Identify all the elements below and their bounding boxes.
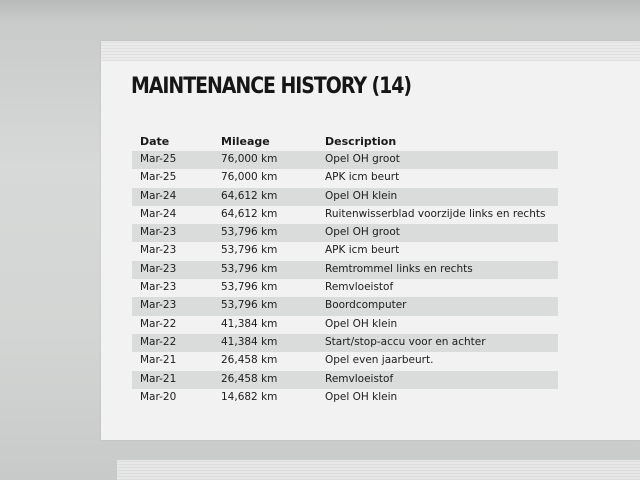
cell-mileage: 53,796 km <box>221 262 278 275</box>
cell-description: Opel even jaarbeurt. <box>325 354 434 367</box>
cell-description: Opel OH groot <box>325 226 400 239</box>
table-row <box>132 352 558 370</box>
table-row <box>132 371 558 389</box>
table-row <box>132 316 558 334</box>
table-row <box>132 151 558 169</box>
cell-date: Mar-21 <box>140 354 177 367</box>
cell-description: Opel OH groot <box>325 153 400 165</box>
cell-mileage: 14,682 km <box>221 390 278 403</box>
table-row <box>132 279 558 297</box>
cell-description: Opel OH klein <box>325 189 398 202</box>
cell-date: Mar-23 <box>140 262 177 275</box>
cell-date: Mar-23 <box>140 226 177 239</box>
cell-date: Mar-24 <box>140 207 177 220</box>
table-row <box>132 188 558 206</box>
cell-mileage: 41,384 km <box>221 317 278 330</box>
cell-date: Mar-20 <box>140 390 177 403</box>
table-row <box>132 389 558 407</box>
cell-date: Mar-23 <box>140 299 177 312</box>
maintenance-table-body <box>132 151 558 407</box>
column-header-date: Date <box>140 135 170 148</box>
cell-description: Remvloeistof <box>325 281 394 294</box>
card-top-strip <box>101 41 640 61</box>
cell-mileage: 76,000 km <box>221 153 278 165</box>
cell-date: Mar-25 <box>140 171 177 184</box>
table-row <box>132 206 558 224</box>
cell-mileage: 26,458 km <box>221 372 278 385</box>
cell-mileage: 53,796 km <box>221 226 278 239</box>
cell-mileage: 64,612 km <box>221 189 278 202</box>
cell-description: Remtrommel links en rechts <box>325 262 473 275</box>
table-row <box>132 261 558 279</box>
column-header-description: Description <box>325 135 397 148</box>
cell-description: Boordcomputer <box>325 299 407 312</box>
cell-mileage: 26,458 km <box>221 354 278 367</box>
cell-mileage: 41,384 km <box>221 335 278 348</box>
monitor-top-edge <box>0 0 640 22</box>
table-row <box>132 242 558 260</box>
cell-mileage: 64,612 km <box>221 207 278 220</box>
cell-mileage: 53,796 km <box>221 244 278 257</box>
cell-description: Opel OH klein <box>325 317 398 330</box>
cell-mileage: 53,796 km <box>221 281 278 294</box>
table-row <box>132 334 558 352</box>
cell-mileage: 53,796 km <box>221 299 278 312</box>
table-row <box>132 224 558 242</box>
cell-description: Opel OH klein <box>325 390 398 403</box>
cell-description: APK icm beurt <box>325 171 400 184</box>
table-row <box>132 297 558 315</box>
cell-date: Mar-25 <box>140 153 177 165</box>
column-header-mileage: Mileage <box>221 135 270 148</box>
cell-date: Mar-21 <box>140 372 177 385</box>
page-title: MAINTENANCE HISTORY (14) <box>131 74 412 99</box>
cell-description: Start/stop-accu voor en achter <box>325 335 486 348</box>
cell-date: Mar-23 <box>140 244 177 257</box>
next-card-edge <box>117 460 640 480</box>
cell-date: Mar-24 <box>140 189 177 202</box>
cell-description: Remvloeistof <box>325 372 394 385</box>
maintenance-history-card <box>101 41 640 440</box>
table-row <box>132 169 558 187</box>
cell-mileage: 76,000 km <box>221 171 278 184</box>
cell-date: Mar-22 <box>140 317 177 330</box>
cell-description: Ruitenwisserblad voorzijde links en rechts <box>325 207 546 220</box>
cell-date: Mar-23 <box>140 281 177 294</box>
cell-date: Mar-22 <box>140 335 177 348</box>
cell-description: APK icm beurt <box>325 244 400 257</box>
